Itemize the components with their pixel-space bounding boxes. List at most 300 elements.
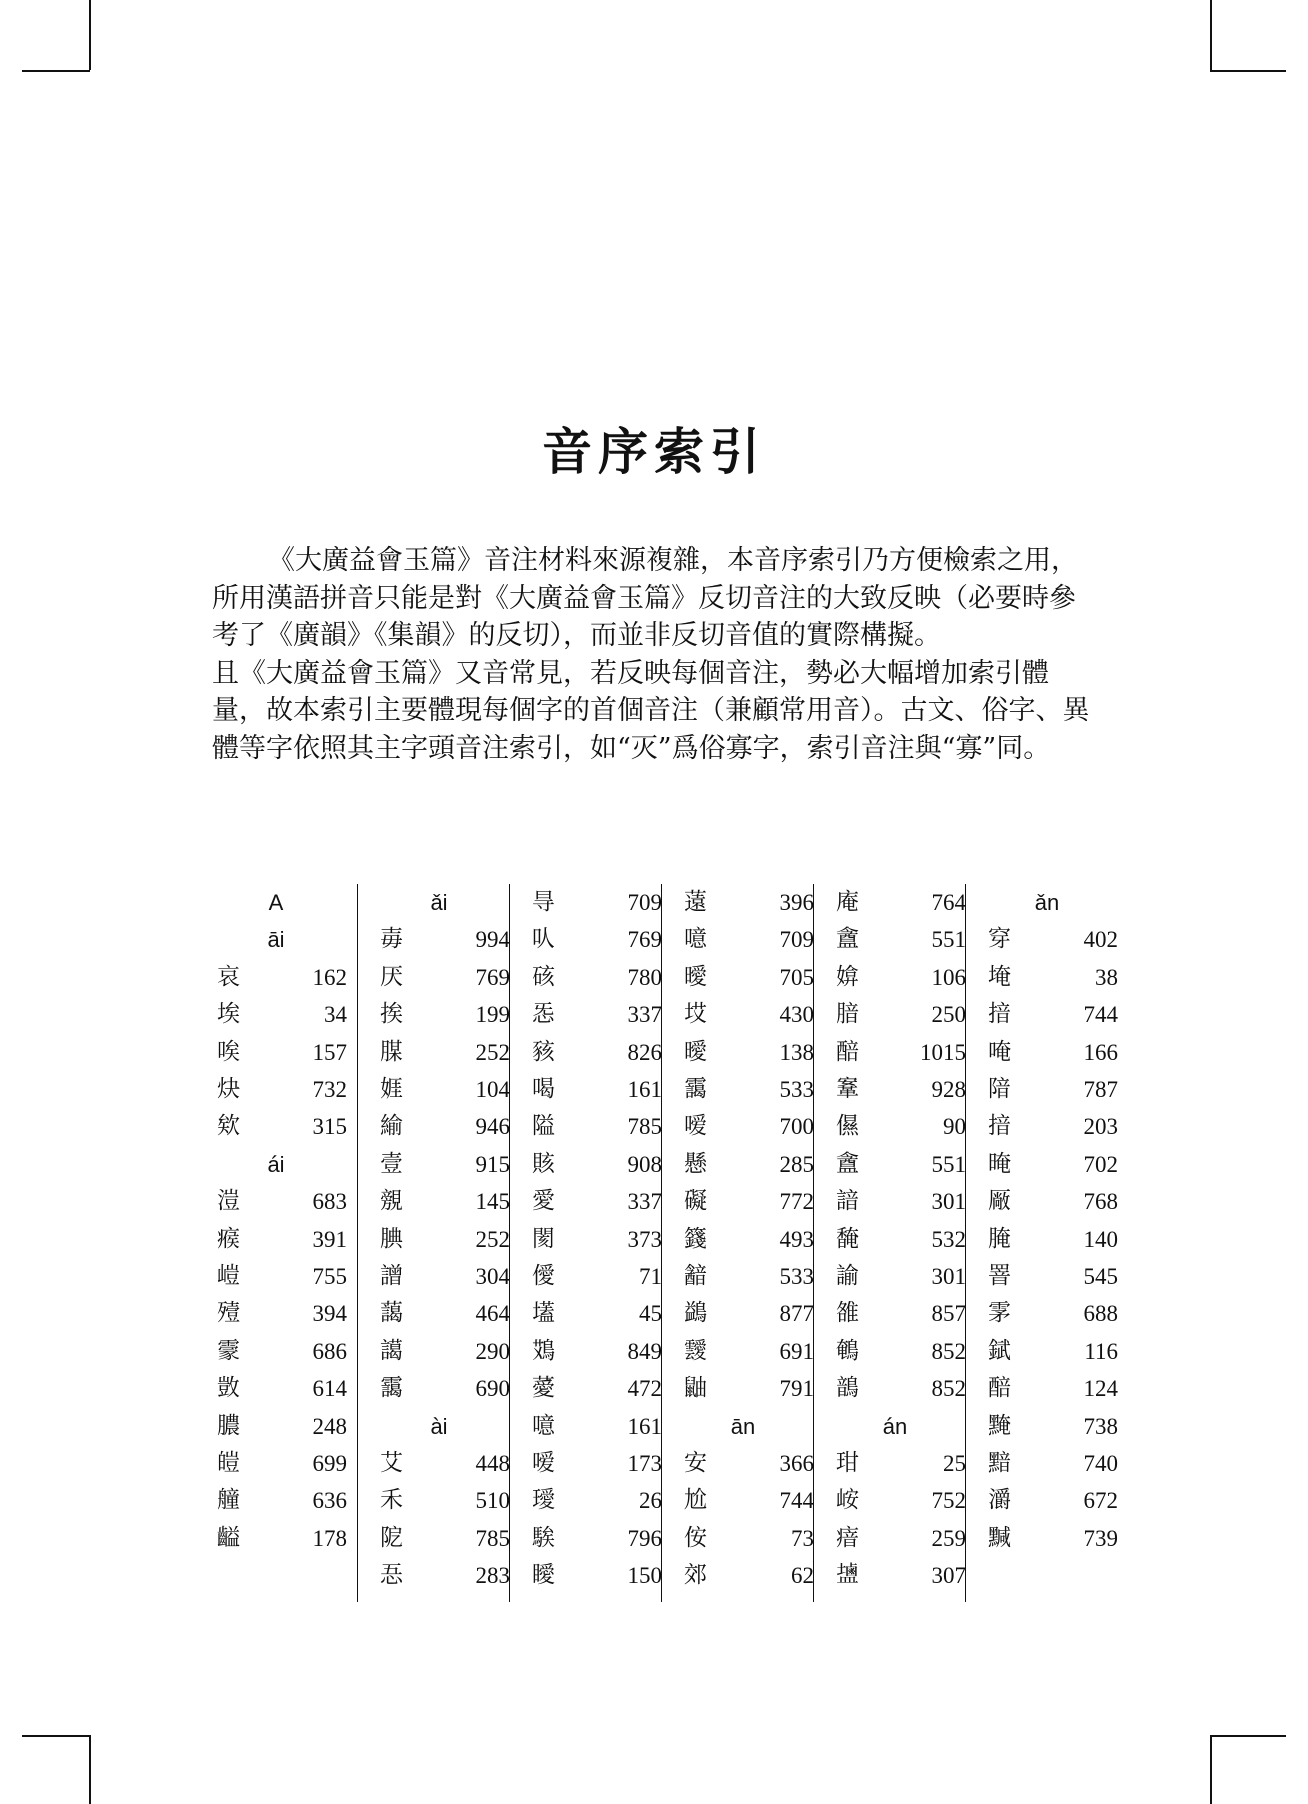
index-entry xyxy=(205,1108,347,1145)
entry-page-number: 45 xyxy=(639,1301,662,1327)
entry-character: 腜 xyxy=(380,1038,403,1065)
entry-page-number: 73 xyxy=(791,1525,814,1551)
entry-page-number: 366 xyxy=(779,1451,814,1476)
entry-character: 喝 xyxy=(532,1076,555,1102)
entry-page-number: 533 xyxy=(779,1264,814,1289)
pinyin-heading: án xyxy=(882,1413,908,1439)
entry-page-number: 124 xyxy=(1083,1376,1118,1402)
index-entry xyxy=(520,1333,662,1370)
entry-character: 尬 xyxy=(684,1487,707,1514)
index-entry xyxy=(205,1258,347,1295)
index-entry xyxy=(824,884,966,921)
entry-character: 禾 xyxy=(380,1487,403,1514)
entry-page-number: 337 xyxy=(627,1189,662,1215)
crop-mark-top-left-v xyxy=(89,0,91,70)
entry-page-number: 304 xyxy=(475,1264,510,1289)
entry-character: 壹 xyxy=(380,1150,403,1177)
entry-character: 鶕 xyxy=(836,1375,859,1402)
index-entry xyxy=(976,1108,1118,1145)
index-entry xyxy=(520,996,662,1033)
entry-page-number: 448 xyxy=(475,1451,510,1476)
entry-page-number: 38 xyxy=(1095,964,1118,990)
entry-page-number: 301 xyxy=(931,1189,966,1215)
entry-character: 霥 xyxy=(217,1337,240,1364)
entry-page-number: 250 xyxy=(931,1002,966,1028)
index-entry xyxy=(976,1258,1118,1295)
pinyin-heading: āi xyxy=(267,927,285,953)
entry-character: 賅 xyxy=(532,1150,555,1177)
entry-page-number: 337 xyxy=(627,1002,662,1028)
entry-page-number: 391 xyxy=(312,1226,347,1252)
index-column xyxy=(357,884,510,1602)
index-entry xyxy=(824,1520,966,1557)
index-column xyxy=(509,884,662,1602)
entry-page-number: 157 xyxy=(312,1039,347,1065)
entry-character: 閡 xyxy=(532,1225,555,1252)
index-entry xyxy=(672,1445,814,1482)
entry-page-number: 104 xyxy=(475,1077,510,1102)
entry-character: 㤅 xyxy=(532,1001,555,1028)
entry-page-number: 510 xyxy=(475,1488,510,1514)
index-entry xyxy=(205,1295,347,1332)
entry-character: 盦 xyxy=(836,1150,859,1177)
entry-character: 壒 xyxy=(532,1300,555,1327)
index-entry xyxy=(520,1071,662,1108)
index-entry xyxy=(824,1034,966,1071)
index-entry xyxy=(520,1445,662,1482)
entry-character: 鴱 xyxy=(532,1337,555,1364)
entry-page-number: 780 xyxy=(627,964,662,990)
entry-page-number: 928 xyxy=(931,1077,966,1102)
index-entry xyxy=(976,1333,1118,1370)
index-entry xyxy=(976,1445,1118,1482)
index-entry xyxy=(824,1183,966,1220)
index-entry xyxy=(824,1146,966,1183)
entry-page-number: 768 xyxy=(1083,1189,1118,1215)
index-entry xyxy=(672,921,814,958)
entry-page-number: 178 xyxy=(312,1525,347,1551)
entry-page-number: 138 xyxy=(779,1039,814,1065)
entry-page-number: 90 xyxy=(943,1114,966,1140)
entry-page-number: 744 xyxy=(779,1488,814,1514)
crop-mark-top-right-v xyxy=(1210,0,1212,70)
index-entry xyxy=(520,959,662,996)
index-entry xyxy=(368,996,510,1033)
entry-page-number: 688 xyxy=(1083,1301,1118,1327)
entry-page-number: 709 xyxy=(779,927,814,953)
entry-page-number: 852 xyxy=(931,1376,966,1402)
entry-character: 㕥 xyxy=(532,926,555,953)
entry-page-number: 394 xyxy=(312,1301,347,1327)
entry-page-number: 145 xyxy=(475,1189,510,1215)
pinyin-index-table xyxy=(205,884,1118,1602)
entry-page-number: 709 xyxy=(627,890,662,915)
entry-page-number: 740 xyxy=(1083,1451,1118,1476)
index-entry xyxy=(205,1221,347,1258)
entry-page-number: 62 xyxy=(791,1563,814,1589)
entry-page-number: 161 xyxy=(627,1413,662,1439)
entry-character: 噫 xyxy=(532,1412,555,1439)
entry-character: 噫 xyxy=(684,926,707,953)
pinyin-heading: ǎn xyxy=(1034,890,1060,915)
entry-character: 揞 xyxy=(988,1113,1011,1140)
entry-character: 灂 xyxy=(988,1487,1011,1514)
entry-page-number: 252 xyxy=(475,1039,510,1065)
entry-page-number: 764 xyxy=(931,890,966,915)
crop-mark-bottom-right-v xyxy=(1210,1735,1212,1804)
entry-page-number: 877 xyxy=(779,1301,814,1327)
entry-page-number: 785 xyxy=(627,1114,662,1140)
index-entry xyxy=(672,1258,814,1295)
entry-page-number: 285 xyxy=(779,1151,814,1177)
index-entry xyxy=(205,1333,347,1370)
entry-character: 揞 xyxy=(988,1001,1011,1028)
index-entry xyxy=(205,996,347,1033)
index-entry xyxy=(824,1370,966,1407)
entry-character: 哀 xyxy=(217,963,240,990)
index-entry xyxy=(976,921,1118,958)
entry-character: 礙 xyxy=(684,1188,707,1215)
index-entry xyxy=(672,1482,814,1519)
index-entry xyxy=(976,1034,1118,1071)
index-entry xyxy=(976,959,1118,996)
entry-character: 郊 xyxy=(684,1562,707,1589)
entry-page-number: 683 xyxy=(312,1189,347,1215)
index-entry xyxy=(520,921,662,958)
entry-character: 曖 xyxy=(684,1038,707,1065)
entry-character: 㘷 xyxy=(684,1001,707,1028)
index-entry xyxy=(520,884,662,921)
entry-character: 馣 xyxy=(836,1225,859,1252)
index-entry xyxy=(520,1146,662,1183)
entry-page-number: 826 xyxy=(627,1039,662,1065)
entry-page-number: 849 xyxy=(627,1338,662,1364)
index-entry xyxy=(672,1221,814,1258)
index-entry xyxy=(368,921,510,958)
index-entry xyxy=(672,959,814,996)
index-entry xyxy=(824,959,966,996)
crop-mark-top-right-h xyxy=(1210,70,1286,72)
entry-page-number: 551 xyxy=(931,927,966,953)
index-entry xyxy=(368,1108,510,1145)
index-entry xyxy=(205,1520,347,1557)
entry-character: 欸 xyxy=(217,1113,240,1140)
entry-character: 艾 xyxy=(380,1450,403,1476)
entry-character: 𪉩 xyxy=(836,1562,859,1589)
index-entry xyxy=(368,1183,510,1220)
entry-character: 忢 xyxy=(380,1562,403,1589)
index-entry xyxy=(824,1557,966,1594)
pinyin-heading: ān xyxy=(730,1413,756,1439)
entry-character: 韽 xyxy=(684,1263,707,1289)
index-entry xyxy=(520,1183,662,1220)
entry-character: 埯 xyxy=(988,963,1011,990)
index-entry xyxy=(824,921,966,958)
entry-page-number: 166 xyxy=(1083,1039,1118,1065)
index-entry xyxy=(368,1557,510,1594)
entry-character: 鷁 xyxy=(684,1300,707,1327)
entry-page-number: 769 xyxy=(475,964,510,990)
entry-character: 穿 xyxy=(988,926,1011,953)
entry-character: 鞌 xyxy=(836,1076,859,1102)
entry-character: 諭 xyxy=(836,1263,859,1289)
entry-page-number: 739 xyxy=(1083,1525,1118,1551)
intro-paragraph: 且《大廣益會玉篇》又音常見，若反映每個音注，勢必大幅增加索引體量，故本索引主要體現每個字的首個音注（兼顧常用音）。古文、俗字、異體等字依照其主字頭音注索引，如“灭”爲俗寡字，索引音注與“寡”同。 xyxy=(212,657,1090,764)
index-entry xyxy=(368,1295,510,1332)
entry-character: 嗳 xyxy=(684,1113,707,1140)
entry-character: 腆 xyxy=(380,1225,403,1252)
entry-page-number: 1015 xyxy=(920,1039,966,1065)
index-entry xyxy=(824,1333,966,1370)
index-entry xyxy=(976,1071,1118,1108)
entry-page-number: 301 xyxy=(931,1264,966,1289)
index-entry xyxy=(976,1482,1118,1519)
entry-character: 硋 xyxy=(532,963,555,990)
entry-character: 瘖 xyxy=(836,1524,859,1551)
entry-page-number: 551 xyxy=(931,1151,966,1177)
entry-page-number: 203 xyxy=(1083,1114,1118,1140)
index-entry xyxy=(976,1370,1118,1407)
index-entry xyxy=(520,1295,662,1332)
entry-page-number: 173 xyxy=(627,1451,662,1476)
index-entry xyxy=(976,1183,1118,1220)
entry-character: 溰 xyxy=(217,1188,240,1215)
entry-character: 罯 xyxy=(988,1263,1011,1289)
index-entry xyxy=(520,1108,662,1145)
entry-character: 娾 xyxy=(380,1076,403,1102)
entry-character: 豥 xyxy=(532,1038,555,1065)
entry-character: 僾 xyxy=(532,1263,555,1289)
index-column xyxy=(661,884,814,1602)
entry-character: 懸 xyxy=(684,1150,707,1177)
index-entry xyxy=(368,1146,510,1183)
entry-character: 醅 xyxy=(988,1375,1011,1402)
entry-character: 黯 xyxy=(988,1450,1011,1476)
entry-character: 唉 xyxy=(217,1038,240,1065)
entry-character: 瘊 xyxy=(217,1225,240,1252)
entry-page-number: 71 xyxy=(639,1264,662,1289)
entry-character: 安 xyxy=(684,1450,707,1476)
index-entry xyxy=(672,1108,814,1145)
index-entry xyxy=(520,1520,662,1557)
entry-page-number: 946 xyxy=(475,1114,510,1140)
index-entry xyxy=(520,1034,662,1071)
index-entry xyxy=(205,1445,347,1482)
index-column xyxy=(813,884,966,1602)
index-entry xyxy=(824,1258,966,1295)
entry-character: 侒 xyxy=(684,1524,707,1551)
entry-page-number: 744 xyxy=(1083,1002,1118,1028)
index-entry xyxy=(205,1034,347,1071)
entry-character: 毐 xyxy=(380,926,403,953)
entry-character: 膿 xyxy=(217,1412,240,1439)
entry-page-number: 150 xyxy=(627,1563,662,1589)
entry-character: 璦 xyxy=(532,1487,555,1514)
entry-page-number: 315 xyxy=(312,1114,347,1140)
index-entry xyxy=(672,1557,814,1594)
index-entry xyxy=(205,1071,347,1108)
index-entry xyxy=(368,1370,510,1407)
entry-character: 炔 xyxy=(217,1076,240,1102)
index-entry xyxy=(368,1333,510,1370)
entry-character: 嵦 xyxy=(217,1263,240,1289)
entry-character: 錻 xyxy=(988,1337,1011,1364)
entry-page-number: 464 xyxy=(475,1301,510,1327)
entry-character: 唵 xyxy=(988,1038,1011,1065)
entry-character: 阸 xyxy=(380,1524,403,1551)
entry-character: 齸 xyxy=(217,1524,240,1551)
entry-page-number: 705 xyxy=(779,964,814,990)
entry-page-number: 636 xyxy=(312,1488,347,1514)
index-entry xyxy=(520,1221,662,1258)
entry-character: 㝵 xyxy=(532,889,555,915)
entry-page-number: 915 xyxy=(475,1151,510,1177)
index-entry xyxy=(368,959,510,996)
entry-character: 騃 xyxy=(532,1524,555,1551)
index-entry xyxy=(824,1295,966,1332)
entry-page-number: 857 xyxy=(931,1301,966,1327)
index-entry xyxy=(205,1408,347,1445)
entry-page-number: 787 xyxy=(1083,1077,1118,1102)
entry-character: 皚 xyxy=(217,1450,240,1476)
entry-page-number: 161 xyxy=(627,1077,662,1102)
pinyin-heading: ǎi xyxy=(430,890,448,915)
entry-character: 嗳 xyxy=(532,1450,555,1476)
entry-page-number: 691 xyxy=(779,1338,814,1364)
entry-page-number: 772 xyxy=(779,1189,814,1215)
entry-page-number: 533 xyxy=(779,1077,814,1102)
index-entry xyxy=(368,1520,510,1557)
entry-character: 愛 xyxy=(532,1188,555,1215)
entry-character: 籛 xyxy=(684,1225,707,1252)
entry-page-number: 994 xyxy=(475,927,510,953)
index-entry xyxy=(520,1482,662,1519)
entry-character: 挨 xyxy=(380,1001,403,1028)
entry-page-number: 248 xyxy=(312,1413,347,1439)
index-entry xyxy=(368,1482,510,1519)
index-entry xyxy=(672,1146,814,1183)
entry-page-number: 732 xyxy=(312,1077,347,1102)
index-entry xyxy=(976,1408,1118,1445)
entry-page-number: 699 xyxy=(312,1451,347,1476)
entry-page-number: 755 xyxy=(312,1264,347,1289)
entry-page-number: 785 xyxy=(475,1525,510,1551)
entry-character: 艟 xyxy=(217,1487,240,1514)
entry-character: 靄 xyxy=(380,1375,403,1402)
entry-page-number: 402 xyxy=(1083,927,1118,953)
entry-character: 峖 xyxy=(836,1487,859,1514)
entry-page-number: 26 xyxy=(639,1488,662,1514)
entry-page-number: 686 xyxy=(312,1338,347,1364)
entry-character: 腌 xyxy=(988,1225,1011,1252)
entry-page-number: 34 xyxy=(324,1002,347,1028)
entry-page-number: 199 xyxy=(475,1002,510,1028)
index-entry xyxy=(672,1071,814,1108)
index-entry xyxy=(824,1221,966,1258)
entry-character: 鵪 xyxy=(836,1337,859,1364)
entry-page-number: 690 xyxy=(475,1376,510,1402)
index-entry xyxy=(205,1183,347,1220)
entry-page-number: 769 xyxy=(627,927,662,953)
crop-mark-bottom-left-v xyxy=(89,1735,91,1804)
index-entry xyxy=(520,1557,662,1594)
entry-character: 儑 xyxy=(836,1113,859,1140)
index-entry xyxy=(824,1445,966,1482)
index-column xyxy=(205,884,357,1602)
entry-page-number: 116 xyxy=(1084,1338,1118,1364)
entry-page-number: 259 xyxy=(931,1525,966,1551)
index-entry xyxy=(976,1221,1118,1258)
index-entry xyxy=(672,1370,814,1407)
index-entry xyxy=(824,996,966,1033)
index-entry xyxy=(205,1370,347,1407)
entry-page-number: 752 xyxy=(931,1488,966,1514)
crop-mark-bottom-left-h xyxy=(22,1735,90,1737)
entry-page-number: 307 xyxy=(931,1563,966,1589)
entry-character: 殪 xyxy=(217,1300,240,1327)
entry-character: 晻 xyxy=(988,1150,1011,1177)
entry-page-number: 252 xyxy=(475,1226,510,1252)
entry-character: 覫 xyxy=(380,1188,403,1215)
index-entry xyxy=(672,1520,814,1557)
entry-character: 藹 xyxy=(380,1300,403,1327)
entry-page-number: 472 xyxy=(627,1376,662,1402)
index-entry xyxy=(672,1333,814,1370)
index-entry xyxy=(976,996,1118,1033)
entry-character: 譄 xyxy=(380,1263,403,1289)
entry-page-number: 672 xyxy=(1083,1488,1118,1514)
entry-character: 瞹 xyxy=(532,1562,555,1589)
entry-character: 玵 xyxy=(836,1450,859,1476)
entry-character: 薆 xyxy=(532,1375,555,1402)
entry-page-number: 430 xyxy=(779,1002,814,1028)
entry-character: 厌 xyxy=(380,963,403,990)
entry-page-number: 614 xyxy=(312,1376,347,1402)
index-entry xyxy=(824,1482,966,1519)
entry-character: 腤 xyxy=(836,1001,859,1028)
entry-character: 隘 xyxy=(532,1113,555,1140)
entry-page-number: 532 xyxy=(931,1226,966,1252)
entry-character: 雺 xyxy=(988,1300,1011,1327)
entry-character: 雒 xyxy=(836,1300,859,1327)
entry-character: 譪 xyxy=(380,1337,403,1364)
crop-mark-bottom-right-h xyxy=(1210,1735,1286,1737)
entry-character: 隌 xyxy=(988,1076,1011,1102)
index-entry xyxy=(368,1071,510,1108)
crop-mark-top-left-h xyxy=(22,70,90,72)
index-entry xyxy=(368,1258,510,1295)
entry-character: 黬 xyxy=(988,1524,1011,1551)
entry-character: 曖 xyxy=(684,963,707,990)
entry-page-number: 106 xyxy=(931,964,966,990)
index-entry xyxy=(520,1370,662,1407)
entry-page-number: 908 xyxy=(627,1151,662,1177)
index-entry xyxy=(672,1034,814,1071)
entry-page-number: 290 xyxy=(475,1338,510,1364)
entry-character: 庵 xyxy=(836,889,859,915)
pinyin-heading: ài xyxy=(430,1413,448,1439)
index-entry xyxy=(368,1034,510,1071)
entry-character: 埃 xyxy=(217,1001,240,1028)
entry-page-number: 738 xyxy=(1083,1413,1118,1439)
index-entry xyxy=(976,1295,1118,1332)
entry-character: 鼬 xyxy=(684,1375,707,1402)
entry-character: 靉 xyxy=(684,1337,707,1364)
index-entry xyxy=(976,1520,1118,1557)
entry-character: 媕 xyxy=(836,963,859,990)
entry-page-number: 162 xyxy=(312,964,347,990)
entry-page-number: 373 xyxy=(627,1226,662,1252)
